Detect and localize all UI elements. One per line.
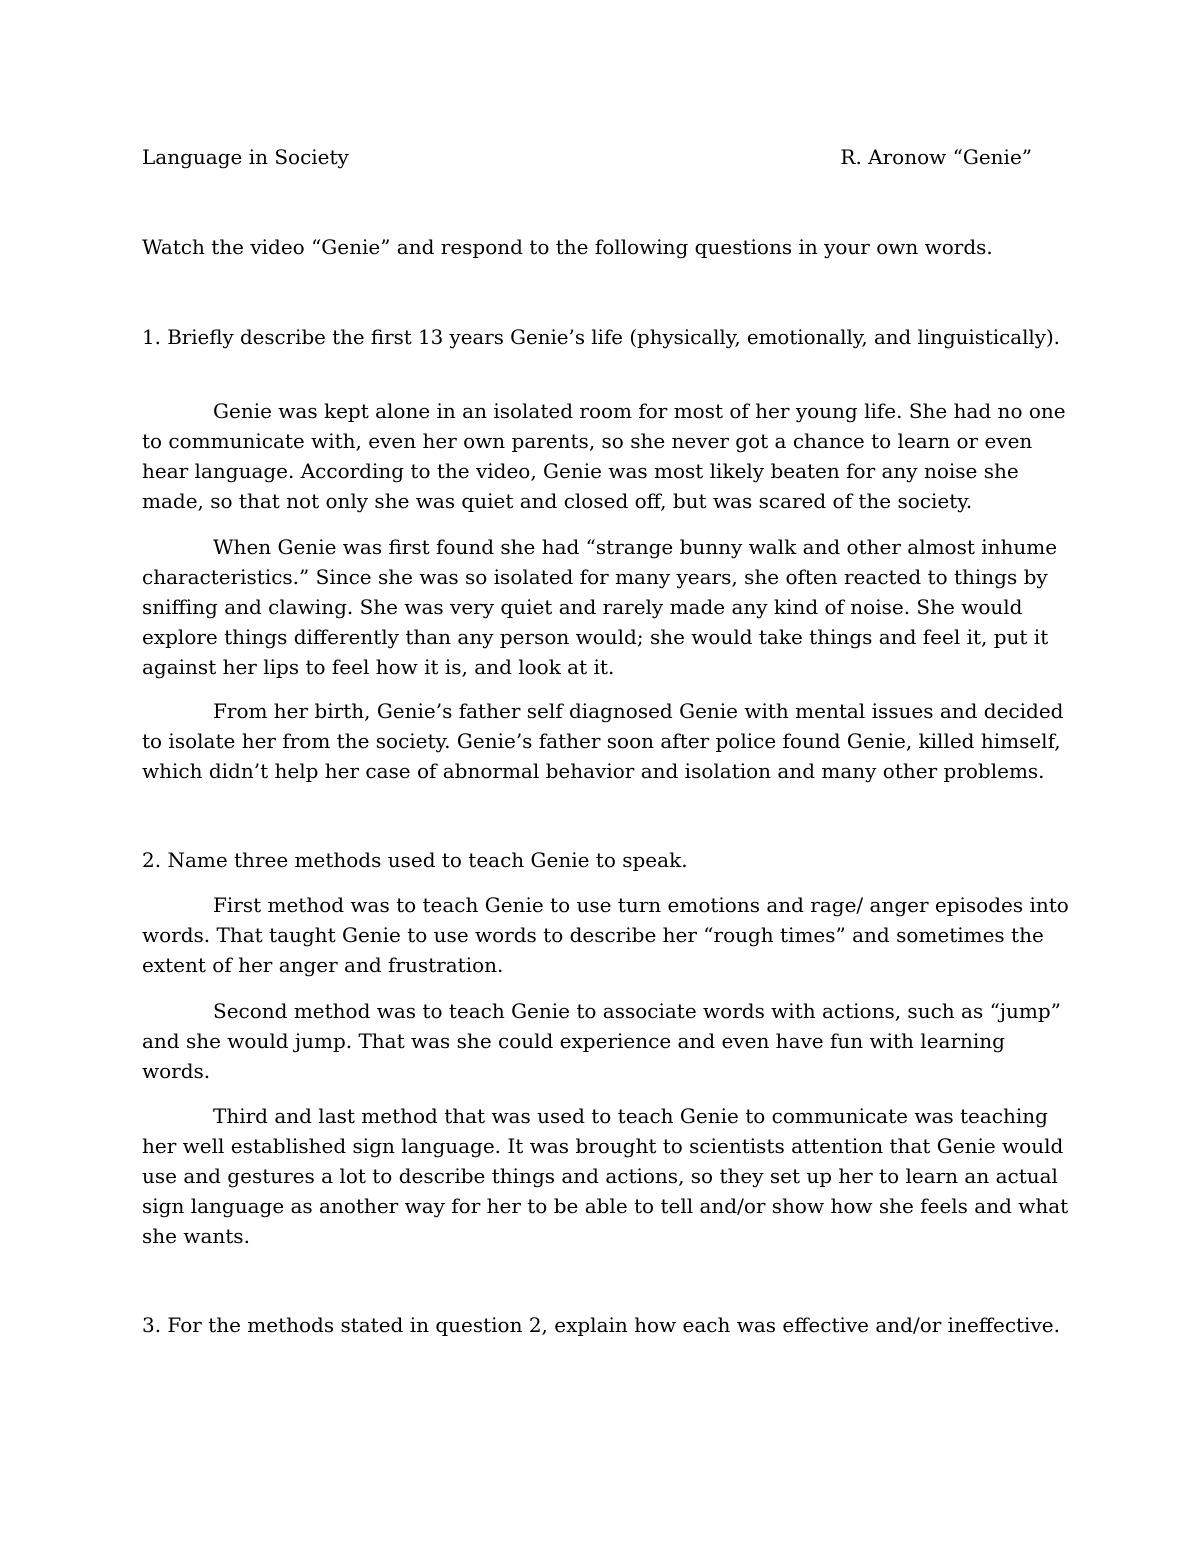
paragraph-line: she wants. <box>142 1224 250 1248</box>
q2-answer-paragraph-2 <box>142 996 1061 1086</box>
paragraph-line: to communicate with, even her own parents, so she never got a chance to learn or even <box>142 429 1033 453</box>
paragraph-line: which didn’t help her case of abnormal behavior and isolation and many other problems. <box>142 759 1045 783</box>
paragraph-line: Second method was to teach Genie to associate words with actions, such as “jump” <box>213 999 1061 1023</box>
instructor-label: R. Aronow “Genie” <box>840 145 1032 169</box>
paragraph-line: use and gestures a lot to describe things and actions, so they set up her to learn an actual <box>142 1164 1058 1188</box>
paragraph-line: characteristics.” Since she was so isolated for many years, she often reacted to things by <box>142 565 1048 589</box>
paragraph-line: made, so that not only she was quiet and closed off, but was scared of the society. <box>142 489 973 513</box>
paragraph-line: and she would jump. That was she could experience and even have fun with learning <box>142 1029 1005 1053</box>
paragraph-line: From her birth, Genie’s father self diagnosed Genie with mental issues and decided <box>213 699 1064 723</box>
q2-answer-paragraph-3 <box>142 1101 1069 1251</box>
paragraph-line: extent of her anger and frustration. <box>142 953 504 977</box>
instructions: Watch the video “Genie” and respond to the following questions in your own words. <box>142 235 993 259</box>
paragraph-line: to isolate her from the society. Genie’s father soon after police found Genie, killed himself, <box>142 729 1061 753</box>
paragraph-line: explore things differently than any person would; she would take things and feel it, put it <box>142 625 1049 649</box>
q1-answer-paragraph-3 <box>142 696 1064 786</box>
paragraph-line: sniffing and clawing. She was very quiet and rarely made any kind of noise. She would <box>142 595 1023 619</box>
q2-answer-paragraph-1 <box>142 890 1069 980</box>
paragraph-line: her well established sign language. It was brought to scientists attention that Genie would <box>142 1134 1064 1158</box>
paragraph-line: words. <box>142 1059 211 1083</box>
paragraph-line: When Genie was first found she had “strange bunny walk and other almost inhume <box>213 535 1058 559</box>
paragraph-line: Genie was kept alone in an isolated room for most of her young life. She had no one <box>213 399 1066 423</box>
paragraph-line: against her lips to feel how it is, and look at it. <box>142 655 615 679</box>
question-1: 1. Briefly describe the first 13 years Genie’s life (physically, emotionally, and linguistically). <box>142 325 1060 349</box>
paragraph-line: First method was to teach Genie to use turn emotions and rage/ anger episodes into <box>213 893 1069 917</box>
question-2: 2. Name three methods used to teach Genie to speak. <box>142 848 688 872</box>
course-title: Language in Society <box>142 145 349 169</box>
paragraph-line: hear language. According to the video, Genie was most likely beaten for any noise she <box>142 459 1019 483</box>
paragraph-line: words. That taught Genie to use words to describe her “rough times” and sometimes the <box>142 923 1044 947</box>
paragraph-line: sign language as another way for her to be able to tell and/or show how she feels and what <box>142 1194 1069 1218</box>
paragraph-line: Third and last method that was used to teach Genie to communicate was teaching <box>213 1104 1048 1128</box>
q1-answer-paragraph-2 <box>142 532 1058 682</box>
question-3: 3. For the methods stated in question 2, explain how each was effective and/or ineffective. <box>142 1313 1060 1337</box>
q1-answer-paragraph-1 <box>142 396 1066 516</box>
